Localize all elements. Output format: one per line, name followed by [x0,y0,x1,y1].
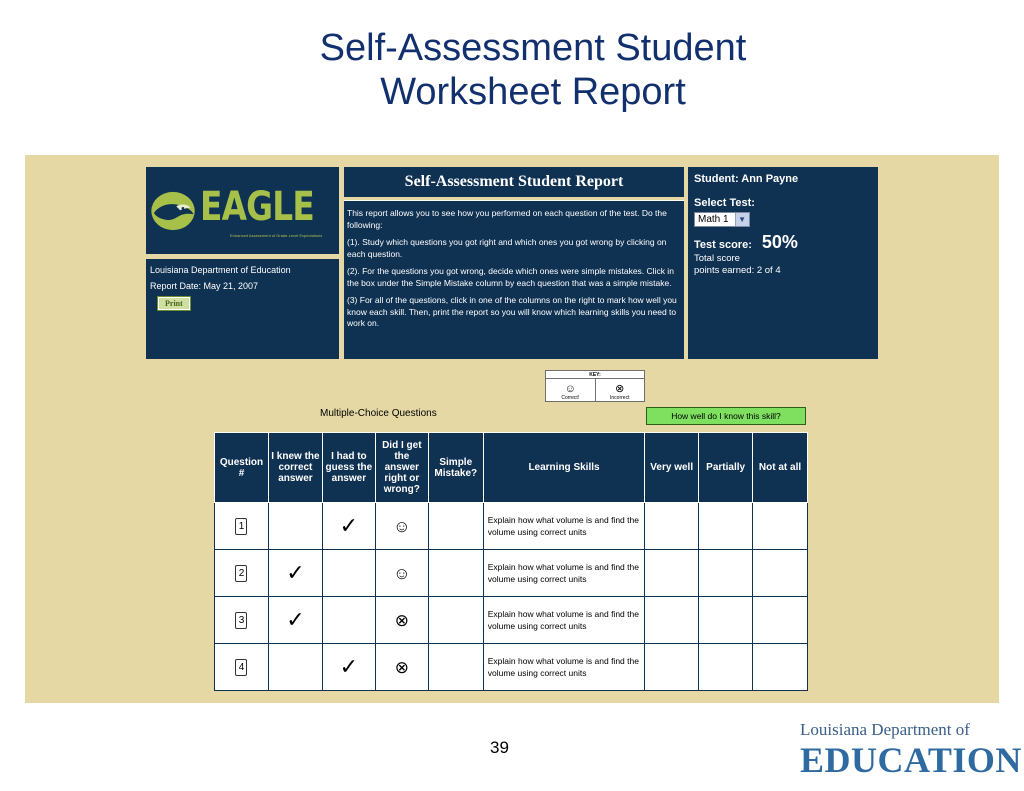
checkmark-icon: ✓ [286,560,305,585]
very-well-cell[interactable] [645,503,699,550]
knew-cell[interactable] [268,503,322,550]
header-question: Question # [215,433,269,503]
instruction-intro: This report allows you to see how you performed on each question of the test. Do the following: [347,208,667,230]
question-cell [215,550,269,597]
checkmark-icon: ✓ [286,607,305,632]
result-cell [375,644,428,691]
header-guess: I had to guess the answer [322,433,375,503]
guess-cell[interactable] [322,550,375,597]
question-button[interactable]: 4 [235,659,247,676]
circled-x-icon: ⊗ [394,657,409,677]
smiley-icon: ☺ [393,516,411,536]
print-button[interactable]: Print [158,297,190,310]
knew-cell[interactable] [268,644,322,691]
slide-title-line1: Self-Assessment Student [319,27,747,69]
points-earned: points earned: 2 of 4 [694,265,781,276]
mcq-label: Multiple-Choice Questions [320,408,437,419]
question-cell [215,644,269,691]
key-title: KEY: [546,371,644,379]
footer-logo-line1: Louisiana Department of [800,720,970,739]
eagle-logo [146,167,339,254]
question-cell [215,597,269,644]
instruction-step-3: (3) For all of the questions, click in one of the columns on the right to mark how well you know each skill. Then, print the report so you will know which learning skills you need to work on. [347,295,677,328]
table-row [215,644,808,691]
learning-skill: Explain how what volume is and find the volume using correct units [483,597,645,644]
header-simple-mistake: Simple Mistake? [428,433,483,503]
not-at-all-cell[interactable] [753,597,808,644]
header-knew: I knew the correct answer [268,433,322,503]
select-test-label: Select Test: [694,197,755,209]
smiley-icon: ☺ [564,383,576,395]
instruction-step-1: (1). Study which questions you got right and which ones you got wrong by clicking on each question. [347,237,667,259]
partially-cell[interactable] [699,503,753,550]
logo-word: EAGLE [200,183,314,230]
simple-mistake-cell[interactable] [428,550,483,597]
guess-cell[interactable] [322,597,375,644]
simple-mistake-cell[interactable] [428,597,483,644]
department-name: Louisiana Department of Education [150,265,291,275]
checkmark-icon: ✓ [339,654,359,679]
slide-title-line2: Worksheet Report [380,71,686,113]
partially-cell[interactable] [699,550,753,597]
how-well-button[interactable]: How well do I know this skill? [646,407,806,425]
table-row [215,503,808,550]
question-button[interactable]: 3 [235,612,247,629]
result-cell [375,550,428,597]
knew-cell[interactable] [268,550,322,597]
header-learning-skills: Learning Skills [483,433,645,503]
learning-skill: Explain how what volume is and find the volume using correct units [483,503,645,550]
slide-title [0,26,1024,114]
question-cell [215,503,269,550]
circled-x-icon: ⊗ [394,610,409,630]
key-incorrect [595,379,645,402]
table-row [215,597,808,644]
chevron-down-icon[interactable]: ▼ [735,213,749,226]
report-date: Report Date: May 21, 2007 [150,281,259,291]
table-row [215,550,808,597]
guess-cell[interactable] [322,503,375,550]
header-right-wrong: Did I get the answer right or wrong? [375,433,428,503]
very-well-cell[interactable] [645,597,699,644]
knew-cell[interactable] [268,597,322,644]
student-name: Student: Ann Payne [694,173,799,185]
instruction-step-2: (2). For the questions you got wrong, decide which ones were simple mistakes. Click in the box under the Simple Mistake column by each question that was a simple mistake. [347,266,674,288]
report-instructions [344,200,684,359]
result-cell [375,597,428,644]
partially-cell[interactable] [699,644,753,691]
key-correct-label: Correct! [561,395,580,401]
eagle-head-icon [150,180,196,242]
report-title: Self-Assessment Student Report [344,167,684,197]
circled-x-icon: ⊗ [615,383,625,395]
header-partially: Partially [699,433,753,503]
key-correct [546,379,595,402]
student-panel [688,167,878,359]
key-incorrect-label: Incorrect [610,395,630,401]
results-table [214,432,808,691]
result-cell [375,503,428,550]
footer-logo-line2: EDUCATION [800,740,1022,780]
not-at-all-cell[interactable] [753,644,808,691]
guess-cell[interactable] [322,644,375,691]
test-score-label: Test score: [694,239,752,251]
test-select[interactable] [694,212,750,227]
report-info-panel [146,259,339,359]
smiley-icon: ☺ [393,563,411,583]
table-header-row [215,433,808,503]
very-well-cell[interactable] [645,644,699,691]
learning-skill: Explain how what volume is and find the volume using correct units [483,644,645,691]
page-number: 39 [490,738,509,757]
simple-mistake-cell[interactable] [428,503,483,550]
question-button[interactable]: 1 [235,518,247,535]
header-not-at-all: Not at all [753,433,808,503]
not-at-all-cell[interactable] [753,550,808,597]
partially-cell[interactable] [699,597,753,644]
very-well-cell[interactable] [645,550,699,597]
score-row [694,232,872,253]
logo-subtitle: Enhanced Assessment of Grade-Level Expectations [230,233,323,238]
legend-key [545,370,645,402]
header-very-well: Very well [645,433,699,503]
test-score-value: 50% [761,232,798,252]
not-at-all-cell[interactable] [753,503,808,550]
question-button[interactable]: 2 [235,565,247,582]
total-score-label: Total score [694,253,740,264]
learning-skill: Explain how what volume is and find the volume using correct units [483,550,645,597]
test-select-value: Math 1 [698,214,729,225]
simple-mistake-cell[interactable] [428,644,483,691]
checkmark-icon: ✓ [339,513,359,538]
